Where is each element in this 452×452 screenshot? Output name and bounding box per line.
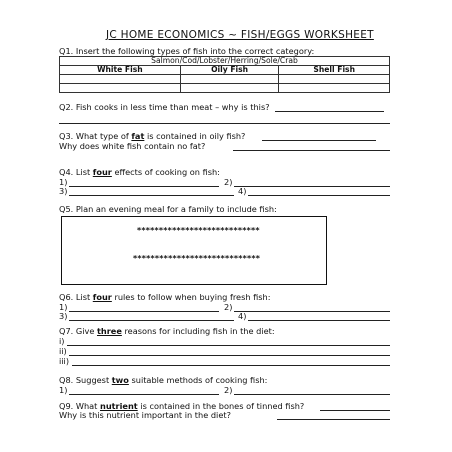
q4-label-2: 2) bbox=[224, 177, 233, 187]
q3-prompt bbox=[59, 131, 245, 141]
q6-label-3: 3) bbox=[59, 311, 68, 321]
answer-cell-shell-2[interactable] bbox=[279, 84, 390, 93]
q9-prompt-a: Q9. What bbox=[59, 401, 98, 411]
q3-keyword-fat: fat bbox=[131, 131, 145, 141]
q7-answer-line-2[interactable] bbox=[69, 355, 390, 356]
fish-category-table bbox=[59, 56, 390, 93]
q4-answer-line-4[interactable] bbox=[248, 195, 390, 196]
q8-answer-line-1[interactable] bbox=[69, 394, 219, 395]
q7-label-2: ii) bbox=[59, 346, 67, 356]
q7-answer-line-3[interactable] bbox=[72, 365, 390, 366]
answer-cell-oily-1[interactable] bbox=[180, 75, 279, 84]
stars-row-2: ***************************** bbox=[133, 254, 261, 263]
q4-prompt bbox=[59, 167, 220, 177]
q4-answer-line-1[interactable] bbox=[69, 186, 219, 187]
fish-list-cell: Salmon/Cod/Lobster/Herring/Sole/Crab bbox=[60, 57, 390, 66]
q9-prompt-b: is contained in the bones of tinned fish? bbox=[140, 401, 305, 411]
q6-keyword-four: four bbox=[92, 292, 112, 302]
answer-cell-white-1[interactable] bbox=[60, 75, 181, 84]
page-title: JC HOME ECONOMICS ~ FISH/EGGS WORKSHEET bbox=[106, 29, 374, 41]
q4-answer-line-2[interactable] bbox=[234, 186, 390, 187]
column-oily-fish: Oily Fish bbox=[180, 66, 279, 75]
q3-answer-line-2[interactable] bbox=[233, 150, 390, 151]
q6-answer-line-3[interactable] bbox=[69, 320, 234, 321]
q6-label-2: 2) bbox=[224, 302, 233, 312]
stars-row-1: **************************** bbox=[137, 226, 260, 235]
q7-label-3: iii) bbox=[59, 356, 70, 366]
column-white-fish: White Fish bbox=[60, 66, 181, 75]
q4-prompt-b: effects of cooking on fish: bbox=[114, 167, 220, 177]
q7-prompt bbox=[59, 326, 275, 336]
q4-answer-line-3[interactable] bbox=[69, 195, 234, 196]
q8-keyword-two: two bbox=[111, 375, 129, 385]
q3-answer-line-1[interactable] bbox=[262, 140, 376, 141]
q7-prompt-a: Q7. Give bbox=[59, 326, 95, 336]
q9-followup: Why is this nutrient important in the diet? bbox=[59, 410, 231, 420]
q8-label-2: 2) bbox=[224, 385, 233, 395]
q5-prompt: Q5. Plan an evening meal for a family to include fish: bbox=[59, 204, 277, 214]
q2-answer-line-1[interactable] bbox=[275, 111, 384, 112]
q8-label-1: 1) bbox=[59, 385, 68, 395]
q2-answer-line-2[interactable] bbox=[59, 123, 390, 124]
answer-cell-oily-2[interactable] bbox=[180, 84, 279, 93]
q9-answer-line-1[interactable] bbox=[320, 410, 390, 411]
q8-answer-line-2[interactable] bbox=[234, 394, 390, 395]
q3-prompt-a: Q3. What type of bbox=[59, 131, 129, 141]
q6-prompt bbox=[59, 292, 271, 302]
q3-followup: Why does white fish contain no fat? bbox=[59, 141, 206, 151]
q4-keyword-four: four bbox=[92, 167, 112, 177]
q9-keyword-nutrient: nutrient bbox=[99, 401, 138, 411]
q1-prompt: Q1. Insert the following types of fish into the correct category: bbox=[59, 46, 315, 56]
meal-plan-box[interactable] bbox=[61, 216, 327, 285]
q6-answer-line-2[interactable] bbox=[234, 311, 390, 312]
q4-label-4: 4) bbox=[238, 186, 247, 196]
answer-cell-white-2[interactable] bbox=[60, 84, 181, 93]
column-shell-fish: Shell Fish bbox=[279, 66, 390, 75]
q8-prompt-a: Q8. Suggest bbox=[59, 375, 110, 385]
q7-prompt-b: reasons for including fish in the diet: bbox=[124, 326, 275, 336]
q6-label-4: 4) bbox=[238, 311, 247, 321]
q6-prompt-a: Q6. List bbox=[59, 292, 91, 302]
q6-prompt-b: rules to follow when buying fresh fish: bbox=[114, 292, 271, 302]
q4-prompt-a: Q4. List bbox=[59, 167, 91, 177]
q6-answer-line-4[interactable] bbox=[248, 320, 390, 321]
q7-keyword-three: three bbox=[96, 326, 122, 336]
q8-prompt-b: suitable methods of cooking fish: bbox=[131, 375, 268, 385]
q6-answer-line-1[interactable] bbox=[69, 311, 219, 312]
answer-cell-shell-1[interactable] bbox=[279, 75, 390, 84]
q4-label-3: 3) bbox=[59, 186, 68, 196]
q4-label-1: 1) bbox=[59, 177, 68, 187]
q3-prompt-b: is contained in oily fish? bbox=[147, 131, 246, 141]
q6-label-1: 1) bbox=[59, 302, 68, 312]
q7-label-1: i) bbox=[59, 336, 65, 346]
q8-prompt bbox=[59, 375, 267, 385]
q9-answer-line-2[interactable] bbox=[277, 419, 390, 420]
q7-answer-line-1[interactable] bbox=[67, 345, 390, 346]
q2-prompt: Q2. Fish cooks in less time than meat – why is this? bbox=[59, 102, 270, 112]
